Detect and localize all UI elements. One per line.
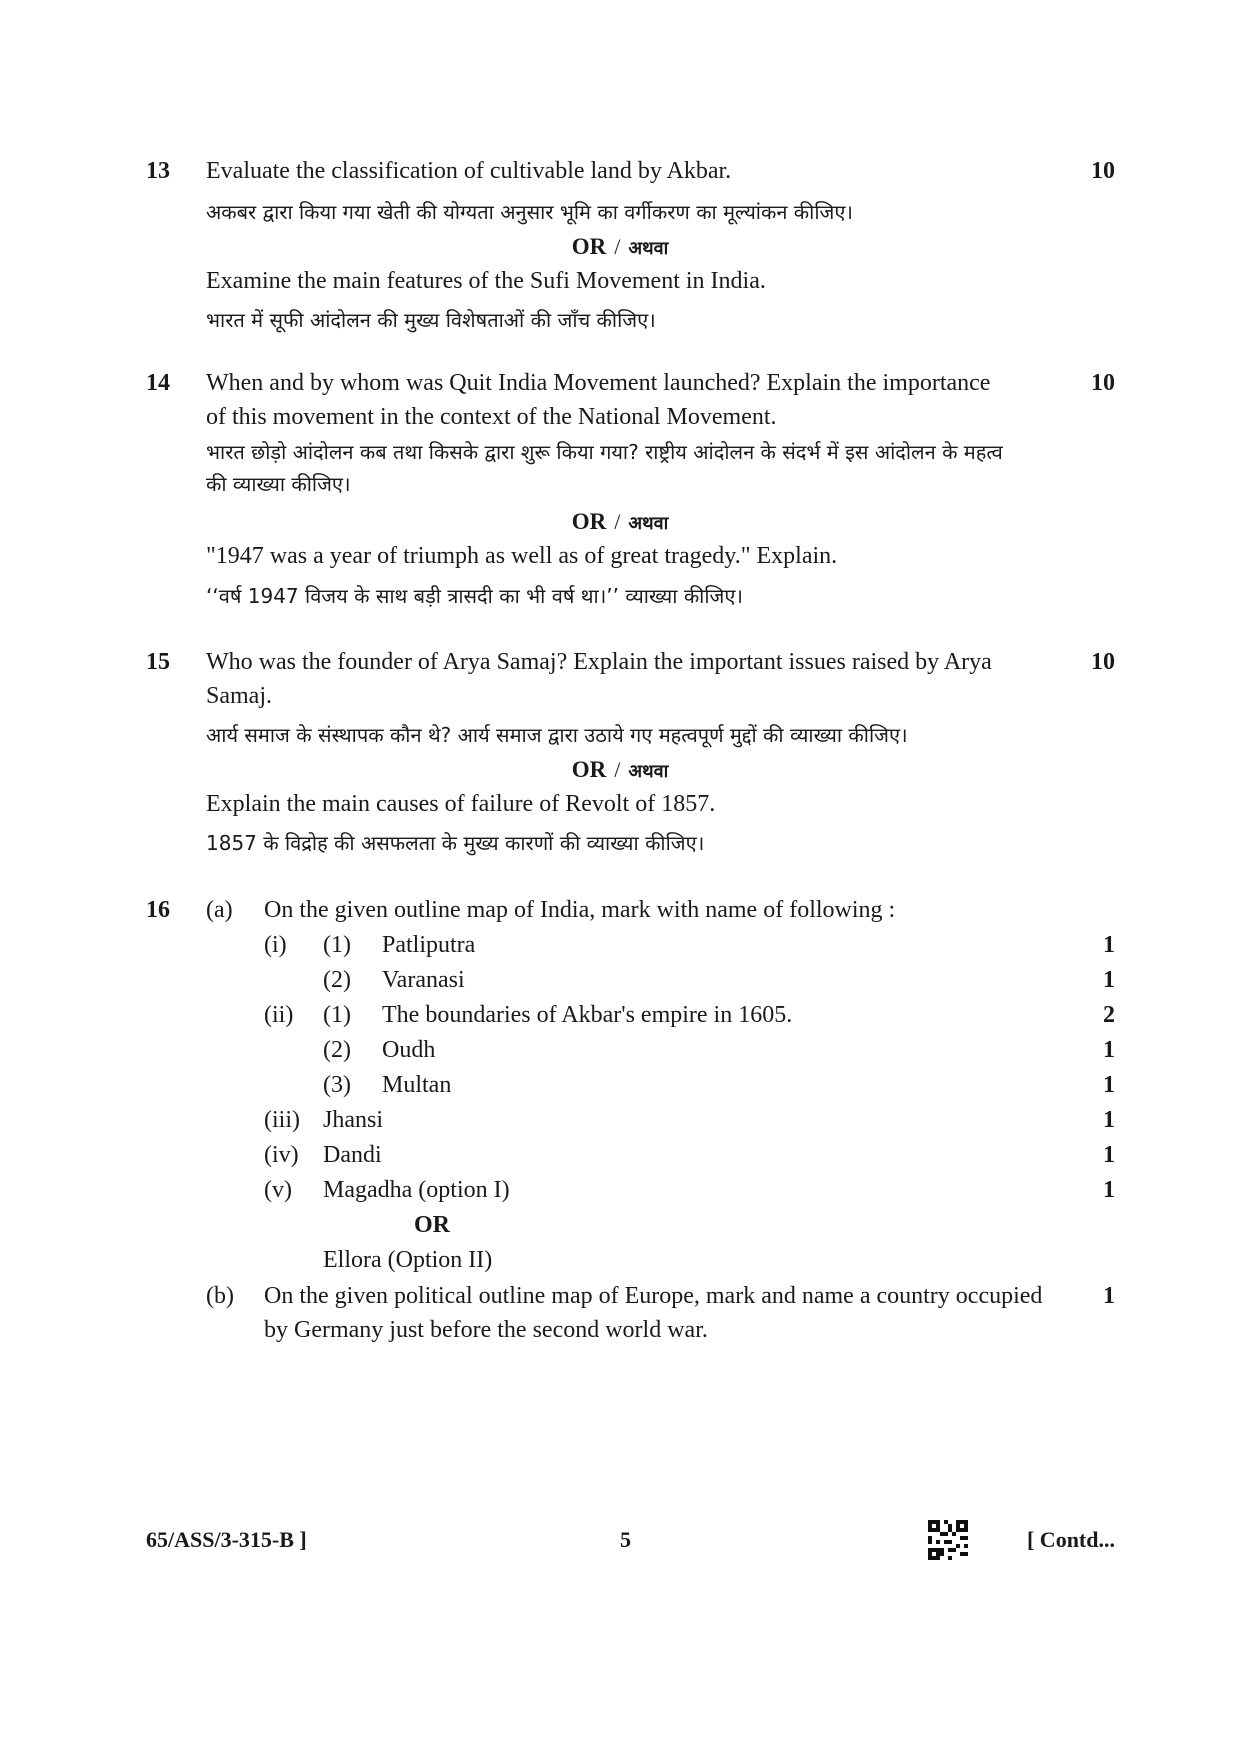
item-iii-label: (iii) xyxy=(264,1107,300,1133)
question-marks: 10 xyxy=(1091,370,1115,396)
question-text-en: Evaluate the classification of cultivable land by Akbar. xyxy=(206,158,732,184)
item-i1-text: Patliputra xyxy=(382,932,476,958)
alt-question-text-en: "1947 was a year of triumph as well as of great tragedy." Explain. xyxy=(206,543,838,569)
or-label: OR xyxy=(571,757,607,782)
item-ii-label: (ii) xyxy=(264,1002,294,1028)
alt-question-text-en: Examine the main features of the Sufi Movement in India. xyxy=(206,268,766,294)
item-i1-marks: 1 xyxy=(1103,932,1115,958)
question-marks: 10 xyxy=(1091,649,1115,675)
question-number: 15 xyxy=(146,649,170,675)
alt-question-text-hi: 1857 के विद्रोह की असफलता के मुख्य कारणों की व्याख्या कीजिए। xyxy=(206,831,705,855)
item-iii-marks: 1 xyxy=(1103,1107,1115,1133)
or-label: OR xyxy=(571,509,607,534)
alt-question-text-en: Explain the main causes of failure of Revolt of 1857. xyxy=(206,791,716,817)
continued-label: [ Contd... xyxy=(1026,1527,1115,1552)
question-number: 14 xyxy=(146,370,170,396)
or-label: OR xyxy=(571,234,607,259)
item-v-alt-text: Ellora (Option II) xyxy=(323,1247,493,1273)
item-v-label: (v) xyxy=(264,1177,292,1203)
item-i1-label: (1) xyxy=(323,932,351,958)
item-iv-text: Dandi xyxy=(323,1142,382,1168)
item-ii2-text: Oudh xyxy=(382,1037,436,1063)
alt-question-text-hi: भारत में सूफी आंदोलन की मुख्य विशेषताओं की जाँच कीजिए। xyxy=(206,308,656,332)
or-label-hi: अथवा xyxy=(628,238,669,259)
part-b-marks: 1 xyxy=(1103,1283,1115,1309)
item-ii1-marks: 2 xyxy=(1103,1002,1115,1028)
item-i-label: (i) xyxy=(264,932,287,958)
alt-question-text-hi: ‘‘वर्ष 1947 विजय के साथ बड़ी त्रासदी का भी वर्ष था।’’ व्याख्या कीजिए। xyxy=(206,584,744,608)
question-text-hi: आर्य समाज के संस्थापक कौन थे? आर्य समाज द्वारा उठाये गए महत्वपूर्ण मुद्दों की व्याख्या कीजिए। xyxy=(206,723,908,747)
part-a-label: (a) xyxy=(206,897,233,923)
question-text-en: Who was the founder of Arya Samaj? Explain the important issues raised by Arya Samaj. xyxy=(206,649,992,709)
item-ii1-label: (1) xyxy=(323,1002,351,1028)
or-divider: OR / अथवा xyxy=(571,509,669,534)
question-text-en: When and by whom was Quit India Movement launched? Explain the importance of this movement in the context of the National Movement. xyxy=(206,370,991,430)
qr-code-icon xyxy=(928,1520,968,1560)
part-b-label: (b) xyxy=(206,1283,234,1309)
part-b-text: On the given political outline map of Europe, mark and name a country occupied by Germany just before the second world war. xyxy=(264,1283,1043,1343)
item-v-text: Magadha (option I) xyxy=(323,1177,510,1203)
item-ii3-text: Multan xyxy=(382,1072,452,1098)
page-number: 5 xyxy=(620,1527,631,1552)
item-i2-marks: 1 xyxy=(1103,967,1115,993)
item-i2-label: (2) xyxy=(323,967,351,993)
question-number: 13 xyxy=(146,158,170,184)
item-ii2-label: (2) xyxy=(323,1037,351,1063)
question-text-hi: अकबर द्वारा किया गया खेती की योग्यता अनुसार भूमि का वर्गीकरण का मूल्यांकन कीजिए। xyxy=(206,200,853,224)
question-number: 16 xyxy=(146,897,170,923)
item-ii1-text: The boundaries of Akbar's empire in 1605. xyxy=(382,1002,793,1028)
item-iv-marks: 1 xyxy=(1103,1142,1115,1168)
item-v-or: OR xyxy=(414,1212,450,1238)
or-divider: OR / अथवा xyxy=(571,757,669,782)
or-label-hi: अथवा xyxy=(628,761,669,782)
item-v-marks: 1 xyxy=(1103,1177,1115,1203)
item-ii2-marks: 1 xyxy=(1103,1037,1115,1063)
question-marks: 10 xyxy=(1091,158,1115,184)
paper-code: 65/ASS/3-315-B ] xyxy=(146,1527,307,1552)
item-i2-text: Varanasi xyxy=(382,967,465,993)
item-iv-label: (iv) xyxy=(264,1142,299,1168)
item-ii3-marks: 1 xyxy=(1103,1072,1115,1098)
item-iii-text: Jhansi xyxy=(323,1107,383,1133)
part-a-text: On the given outline map of India, mark with name of following : xyxy=(264,897,896,923)
question-text-hi: भारत छोड़ो आंदोलन कब तथा किसके द्वारा शुरू किया गया? राष्ट्रीय आंदोलन के संदर्भ में इस आंदोलन के महत्व की व्याख्या कीजिए। xyxy=(206,440,1003,496)
item-ii3-label: (3) xyxy=(323,1072,351,1098)
or-divider: OR / अथवा xyxy=(571,234,669,259)
or-label-hi: अथवा xyxy=(628,513,669,534)
